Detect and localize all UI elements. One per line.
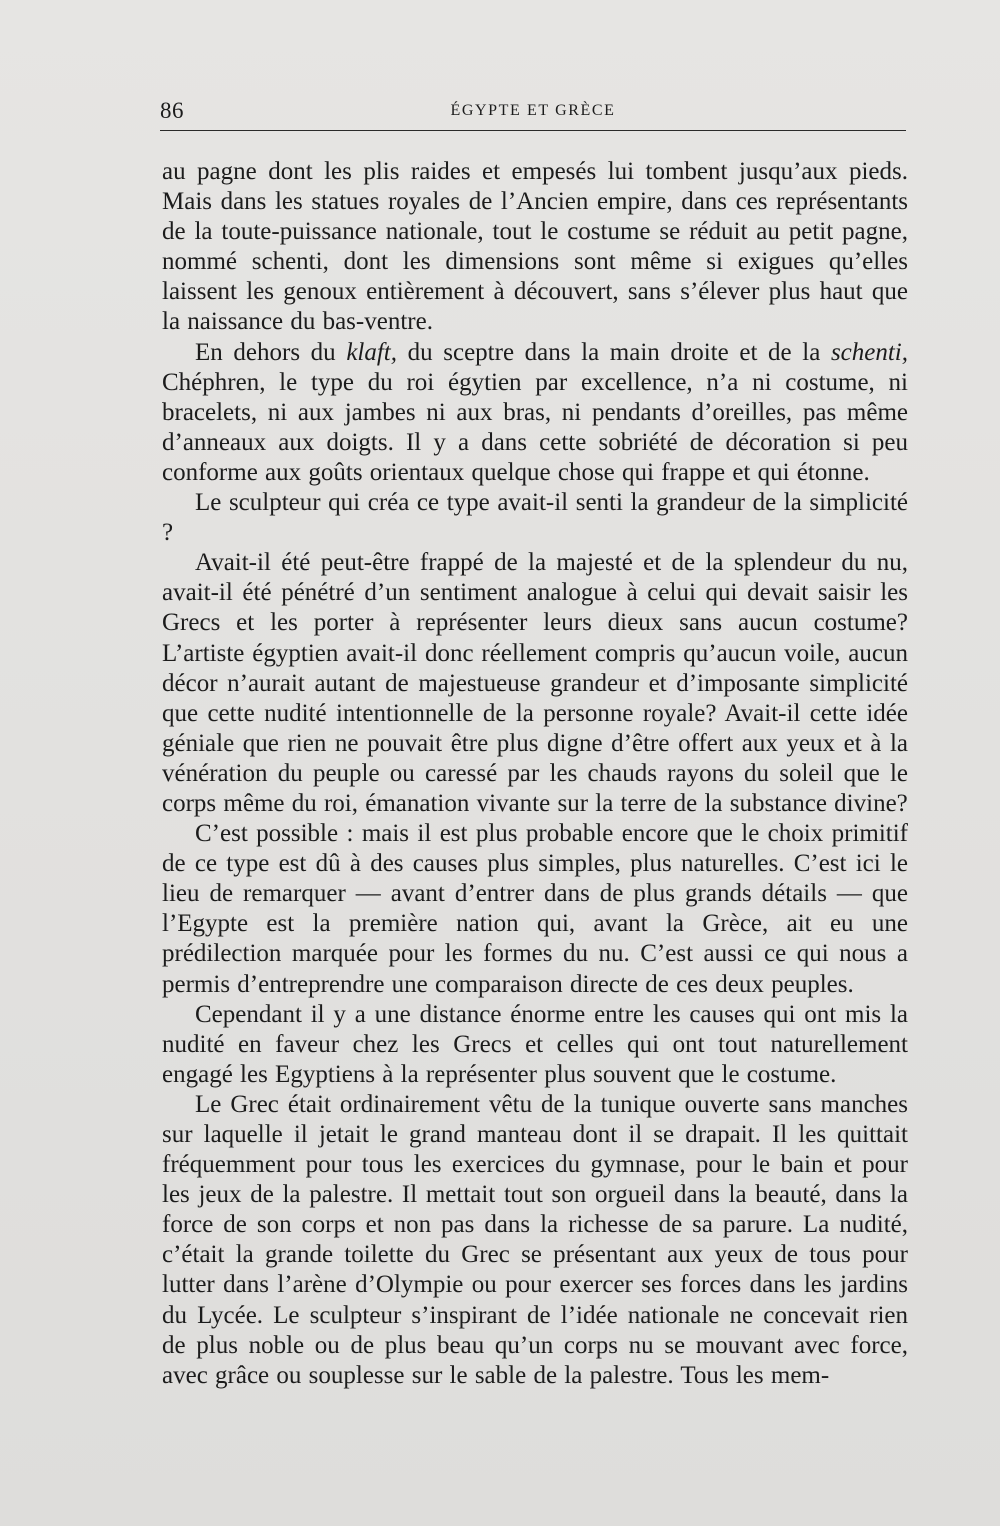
paragraph-text: Chéphren, le type du roi égytien par excellence, n’a ni costume, ni bracelets, ni aux jambes ni aux bras, ni pendants d’oreilles, pas même d’anneaux aux doigts. Il y a dans cette sobriété de décoration si peu conforme aux goûts orientaux quelque chose qui frappe et qui étonne. xyxy=(162,368,908,486)
paragraph: C’est possible : mais il est plus probable encore que le choix primitif de ce type est dû à des causes plus simples, plus naturelles. C’est ici le lieu de remarquer — avant d’entrer dans de plus grands détails — que l’Egypte est la première nation qui, avant la Grèce, ait eu une prédilection marquée pour les formes du nu. C’est aussi ce qui nous a permis d’entreprendre une comparaison directe de ces deux peuples. xyxy=(162,820,908,998)
paragraph: Le Grec était ordinairement vêtu de la tunique ouverte sans manches sur laquelle il jetait le grand manteau dont il se drapait. Il les quittait fréquemment pour tous les exercices du gymnase, pour le bain et pour les jeux de la palestre. Il mettait tout son orgueil dans la beauté, dans la force de son corps et non pas dans la richesse de sa parure. La nudité, c’était la grande toilette du Grec se présentant aux yeux de tous pour lutter dans l’arène d’Olympie ou pour exercer ses forces dans les jardins du Lycée. Le sculpteur s’inspirant de l’idée nationale ne concevait rien de plus noble ou de plus beau qu’un corps nu se mouvant avec force, avec grâce ou souplesse sur le sable de la palestre. Tous les mem- xyxy=(162,1090,908,1389)
running-title: ÉGYPTE ET GRÈCE xyxy=(450,102,616,119)
paragraph xyxy=(162,338,908,488)
page-number: 86 xyxy=(160,98,184,123)
paragraph: Cependant il y a une distance énorme entre les causes qui ont mis la nudité en faveur chez les Grecs et celles qui ont tout naturellement engagé les Egyptiens à la représenter plus souvent que le costume. xyxy=(162,1000,908,1088)
paragraph: Le sculpteur qui créa ce type avait-il senti la grandeur de la simplicité ? xyxy=(162,489,908,547)
paragraph: au pagne dont les plis raides et empesés lui tombent jusqu’aux pieds. Mais dans les statues royales de l’Ancien empire, dans ces représentants de la toute-puissance nationale, tout le costume se réduit au petit pagne, nommé schenti, dont les dimensions sont même si exigues qu’elles laissent les genoux entièrement à découvert, sans s’élever plus haut que la naissance du bas-ventre. xyxy=(162,158,908,336)
paragraph-text: En dehors du xyxy=(195,338,347,366)
italic-term: klaft, xyxy=(346,338,397,366)
header-rule xyxy=(160,130,906,131)
italic-term: schenti, xyxy=(830,338,909,366)
page-body xyxy=(162,157,908,1391)
paragraph-text: du sceptre dans la main droite et de la xyxy=(397,338,831,366)
page-header xyxy=(160,96,906,130)
paragraph: Avait-il été peut-être frappé de la majesté et de la splendeur du nu, avait-il été pénétré d’un sentiment analogue à celui qui devait saisir les Grecs et les porter à représenter leurs dieux sans aucun costume? L’artiste égyptien avait-il donc réellement compris qu’aucun voile, aucun décor n’aurait autant de majestueuse grandeur et d’imposante simplicité que cette nudité intentionnelle de la personne royale? Avait-il cette idée géniale que rien ne pouvait être plus digne d’être offert aux yeux et à la vénération du peuple ou caressé par les chauds rayons du soleil que le corps même du roi, émanation vivante sur la terre de la substance divine? xyxy=(162,549,908,817)
